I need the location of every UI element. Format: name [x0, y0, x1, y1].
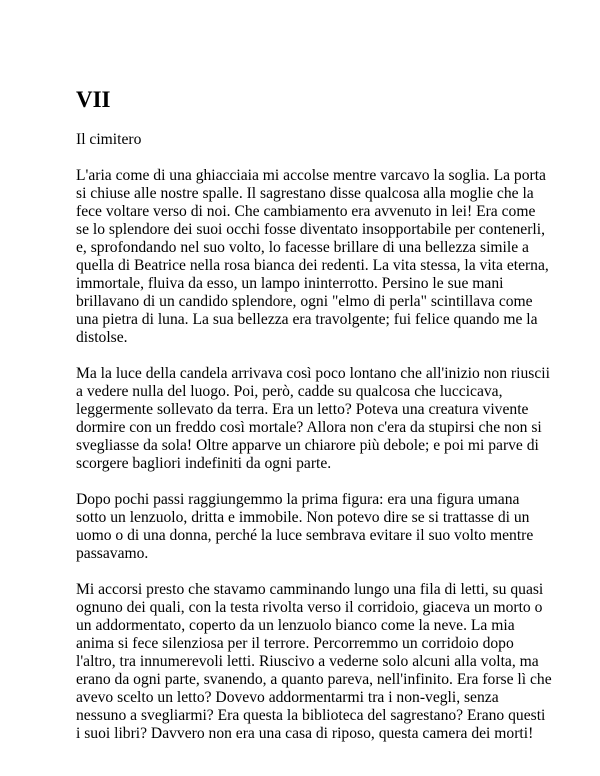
paragraph-line: erano da ogni parte, svanendo, a quanto pareva, nell'infinito. Era forse lì che [76, 671, 552, 688]
paragraph-line: svegliasse da sola! Oltre apparve un chiarore più debole; e poi mi parve di [76, 437, 539, 454]
paragraph-line: l'altro, tra innumerevoli letti. Riuscivo a vederne solo alcuni alla volta, ma [76, 653, 539, 670]
paragraph-line: fece voltare verso di noi. Che cambiamento era avvenuto in lei! Era come [76, 203, 536, 220]
paragraph [76, 581, 552, 743]
paragraph-line: ognuno dei quali, con la testa rivolta verso il corridoio, giaceva un morto o [76, 599, 543, 616]
paragraph-line: scorgere bagliori indefiniti da ogni parte. [76, 455, 332, 472]
paragraph-line: anima si fece silenziosa per il terrore. Percorremmo un corridoio dopo [76, 635, 514, 652]
paragraph-line: immortale, fluiva da esso, un lampo ininterrotto. Persino le sue mani [76, 275, 504, 292]
paragraph-line: quella di Beatrice nella rosa bianca dei redenti. La vita stessa, la vita eterna, [76, 257, 549, 274]
paragraph-line: un addormentato, coperto da un lenzuolo bianco come la neve. La mia [76, 617, 515, 634]
paragraph-line: a vedere nulla del luogo. Poi, però, cadde su qualcosa che luccicava, [76, 383, 503, 400]
paragraph [76, 491, 534, 563]
paragraph-line: una pietra di luna. La sua bellezza era travolgente; fui felice quando me la [76, 311, 538, 328]
paragraph-line: dormire con un freddo così mortale? Allora non c'era da stupirsi che non si [76, 419, 542, 436]
paragraph-line: passavamo. [76, 545, 149, 562]
paragraph [76, 365, 550, 473]
paragraph-line: Ma la luce della candela arrivava così poco lontano che all'inizio non riuscii [76, 365, 550, 382]
paragraph-line: si chiuse alle nostre spalle. Il sagrestano disse qualcosa alla moglie che la [76, 185, 534, 202]
chapter-title: Il cimitero [76, 131, 142, 148]
body-text [76, 167, 552, 743]
paragraph-line: se lo splendore dei suoi occhi fosse diventato insopportabile per contenerli, [76, 221, 545, 238]
chapter-number: VII [76, 87, 111, 112]
paragraph-line: Dopo pochi passi raggiungemmo la prima figura: era una figura umana [76, 491, 520, 508]
paragraph-line: i suoi libri? Davvero non era una casa di riposo, questa camera dei morti! [76, 725, 534, 742]
paragraph [76, 167, 549, 347]
paragraph-line: distolse. [76, 329, 128, 346]
paragraph-line: avevo scelto un letto? Dovevo addormentarmi tra i non-vegli, senza [76, 689, 499, 706]
paragraph-line: Mi accorsi presto che stavamo camminando lungo una fila di letti, su quasi [76, 581, 544, 598]
paragraph-line: nessuno a svegliarmi? Era questa la biblioteca del sagrestano? Erano questi [76, 707, 546, 724]
document-page [76, 87, 552, 743]
paragraph-line: uomo o di una donna, perché la luce sembrava evitare il suo volto mentre [76, 527, 534, 544]
paragraph-line: L'aria come di una ghiacciaia mi accolse mentre varcavo la soglia. La porta [76, 167, 546, 184]
paragraph-line: leggermente sollevato da terra. Era un letto? Poteva una creatura vivente [76, 401, 529, 418]
paragraph-line: sotto un lenzuolo, dritta e immobile. Non potevo dire se si trattasse di un [76, 509, 530, 526]
paragraph-line: brillavano di un candido splendore, ogni "elmo di perla" scintillava come [76, 293, 533, 310]
paragraph-line: e, sprofondando nel suo volto, lo facesse brillare di una bellezza simile a [76, 239, 529, 256]
